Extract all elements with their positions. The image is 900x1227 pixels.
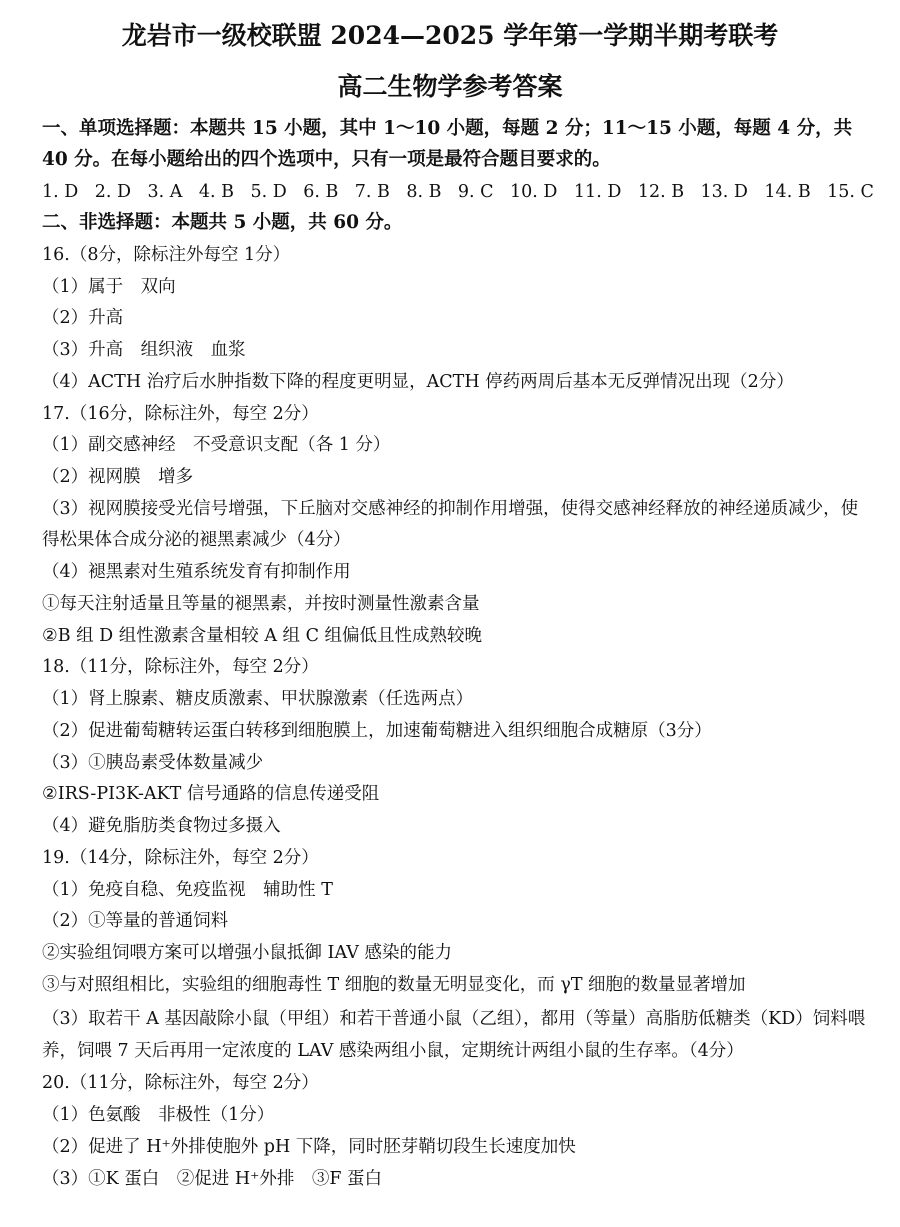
section1-heading-line1: 一、单项选择题：本题共 15 小题，其中 1～10 小题，每题 2 分；11～15 小题，每题 4 分，共 [42,118,853,139]
answer-item: 4. B [198,182,234,202]
answer-line: （2）①等量的普通饲料 [42,911,229,931]
answer-item: 1. D [42,182,79,202]
q20-header: 20.（11分，除标注外，每空 2分） [42,1073,319,1093]
answer-item: 2. D [94,182,132,202]
answer-item: 13. D [700,182,748,202]
answer-line: （1）副交感神经 不受意识支配（各 1 分） [42,435,391,455]
answer-line: （4）褪黑素对生殖系统发育有抑制作用 [42,562,351,582]
q18-header: 18.（11分，除标注外，每空 2分） [42,657,319,677]
answer-item: 7. B [354,182,390,202]
answer-line: ②B 组 D 组性激素含量相较 A 组 C 组偏低且性成熟较晚 [42,626,483,646]
section2-heading: 二、非选择题：本题共 5 小题，共 60 分。 [42,212,403,233]
answer-line: （2）视网膜 增多 [42,467,194,487]
answer-item: 11. D [573,182,622,202]
answer-line: 得松果体合成分泌的褪黑素减少（4分） [42,530,351,550]
answer-line: （3）①胰岛素受体数量减少 [42,753,264,773]
answer-item: 15. C [827,182,874,202]
answer-line: （4）避免脂肪类食物过多摄入 [42,816,281,836]
answer-line: （1）色氨酸 非极性（1分） [42,1105,275,1125]
exam-title: 龙岩市一级校联盟 2024—2025 学年第一学期半期考联考 [121,21,779,50]
q17-header: 17.（16分，除标注外，每空 2分） [42,404,319,424]
answer-item: 9. C [457,182,494,202]
answer-line: （3）取若干 A 基因敲除小鼠（甲组）和若干普通小鼠（乙组），都用（等量）高脂肪低糖类（KD）饲料喂 [42,1009,866,1029]
answer-line: ③与对照组相比，实验组的细胞毒性 T 细胞的数量无明显变化，而 γT 细胞的数量显著增加 [42,975,746,995]
answer-line: （4）ACTH 治疗后水肿指数下降的程度更明显，ACTH 停药两周后基本无反弹情况出现（2分） [42,372,794,392]
answer-line: （2）升高 [42,308,124,328]
answer-line: （2）促进葡萄糖转运蛋白转移到细胞膜上，加速葡萄糖进入组织细胞合成糖原（3分） [42,721,712,741]
q16-header: 16.（8分，除标注外每空 1分） [42,245,291,265]
answer-line: ①每天注射适量且等量的褪黑素，并按时测量性激素含量 [42,594,480,614]
answer-line: 养，饲喂 7 天后再用一定浓度的 LAV 感染两组小鼠，定期统计两组小鼠的生存率。（4分） [42,1041,744,1061]
multiple-choice-answers [42,179,874,205]
answer-line: （3）视网膜接受光信号增强，下丘脑对交感神经的抑制作用增强，使得交感神经释放的神经递质减少，使 [42,499,859,519]
answer-line: （1）免疫自稳、免疫监视 辅助性 T [42,880,333,900]
answer-line: （1）属于 双向 [42,277,176,297]
answer-line: ②IRS-PI3K-AKT 信号通路的信息传递受阻 [42,784,380,804]
exam-subtitle: 高二生物学参考答案 [337,72,563,101]
answer-item: 8. B [406,182,442,202]
answer-line: （3）①K 蛋白 ②促进 H⁺外排 ③F 蛋白 [42,1169,383,1189]
answer-item: 3. A [147,182,183,202]
answer-line: ②实验组饲喂方案可以增强小鼠抵御 IAV 感染的能力 [42,943,452,963]
section1-heading-line2: 40 分。在每小题给出的四个选项中，只有一项是最符合题目要求的。 [42,149,611,170]
answer-line: （3）升高 组织液 血浆 [42,340,246,360]
answer-item: 5. D [250,182,287,202]
answer-item: 12. B [637,182,685,202]
q19-header: 19.（14分，除标注外，每空 2分） [42,848,319,868]
answer-item: 10. D [510,182,558,202]
answer-item: 6. B [303,182,339,202]
answer-line: （2）促进了 H⁺外排使胞外 pH 下降，同时胚芽鞘切段生长速度加快 [42,1137,576,1157]
answer-line: （1）肾上腺素、糖皮质激素、甲状腺激素（任选两点） [42,689,474,709]
answer-item: 14. B [764,182,811,202]
